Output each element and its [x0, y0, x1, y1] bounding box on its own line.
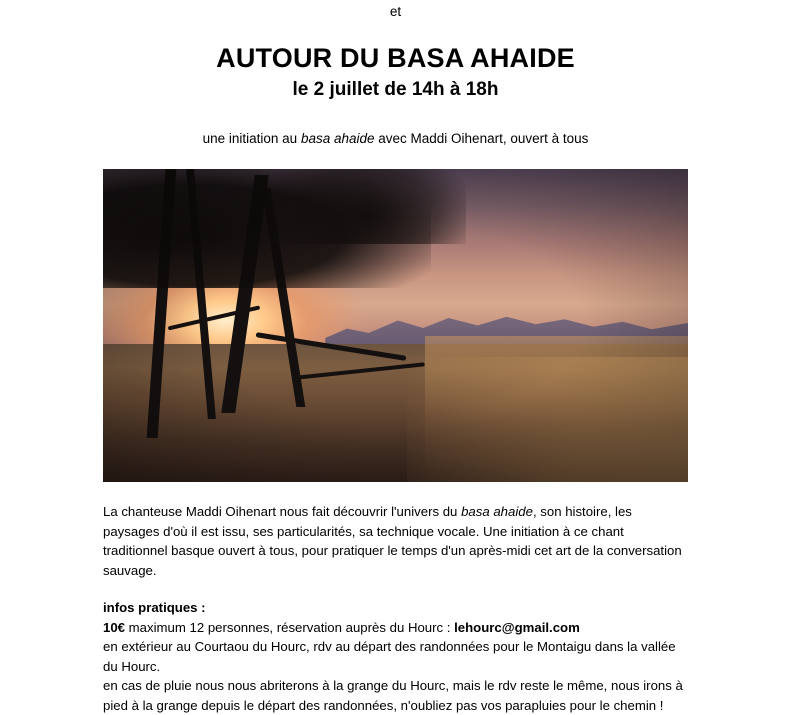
- body-paragraph: [103, 502, 688, 580]
- top-line: et: [389, 4, 402, 19]
- practical-info-block: [103, 598, 688, 715]
- lead-paragraph: [0, 130, 791, 148]
- price-value: 10€: [103, 619, 126, 635]
- practical-info-line-1: [103, 618, 688, 638]
- photo-vignette: [103, 169, 688, 482]
- lead-text-after: avec Maddi Oihenart, ouvert à tous: [374, 131, 589, 146]
- page-subtitle: le 2 juillet de 14h à 18h: [292, 79, 499, 100]
- lead-text-before: une initiation au: [202, 131, 301, 146]
- reservation-text: maximum 12 personnes, réservation auprès du Hourc :: [125, 619, 455, 635]
- landscape-photo: [103, 169, 688, 482]
- photo-container: [0, 169, 791, 482]
- contact-email[interactable]: lehourc@gmail.com: [454, 619, 580, 635]
- body-text-part1: La chanteuse Maddi Oihenart nous fait découvrir l'univers du: [103, 504, 462, 519]
- page-title: AUTOUR DU BASA AHAIDE: [216, 43, 575, 73]
- body-text-part2: , son histoire, les paysages d'où il est issu, ses particularités, sa technique vocale. Une initiation à ce chant traditionnel basque ouvert à tous, pour pratiquer le temps d'un après-midi cet art de la conversation sauvage.: [103, 504, 682, 578]
- practical-info-line-2: en extérieur au Courtaou du Hourc, rdv au départ des randonnées pour le Montaigu dans la vallée du Hourc.: [103, 639, 676, 674]
- practical-info-heading: infos pratiques :: [103, 600, 206, 615]
- lead-text-italic: basa ahaide: [300, 131, 375, 146]
- practical-info-line-3: en cas de pluie nous nous abriterons à la grange du Hourc, mais le rdv reste le même, nous irons à pied à la grange depuis le départ des randonnées, n'oubliez pas vos parapluies pour le chemin !: [103, 678, 683, 713]
- body-text-italic: basa ahaide: [461, 504, 533, 519]
